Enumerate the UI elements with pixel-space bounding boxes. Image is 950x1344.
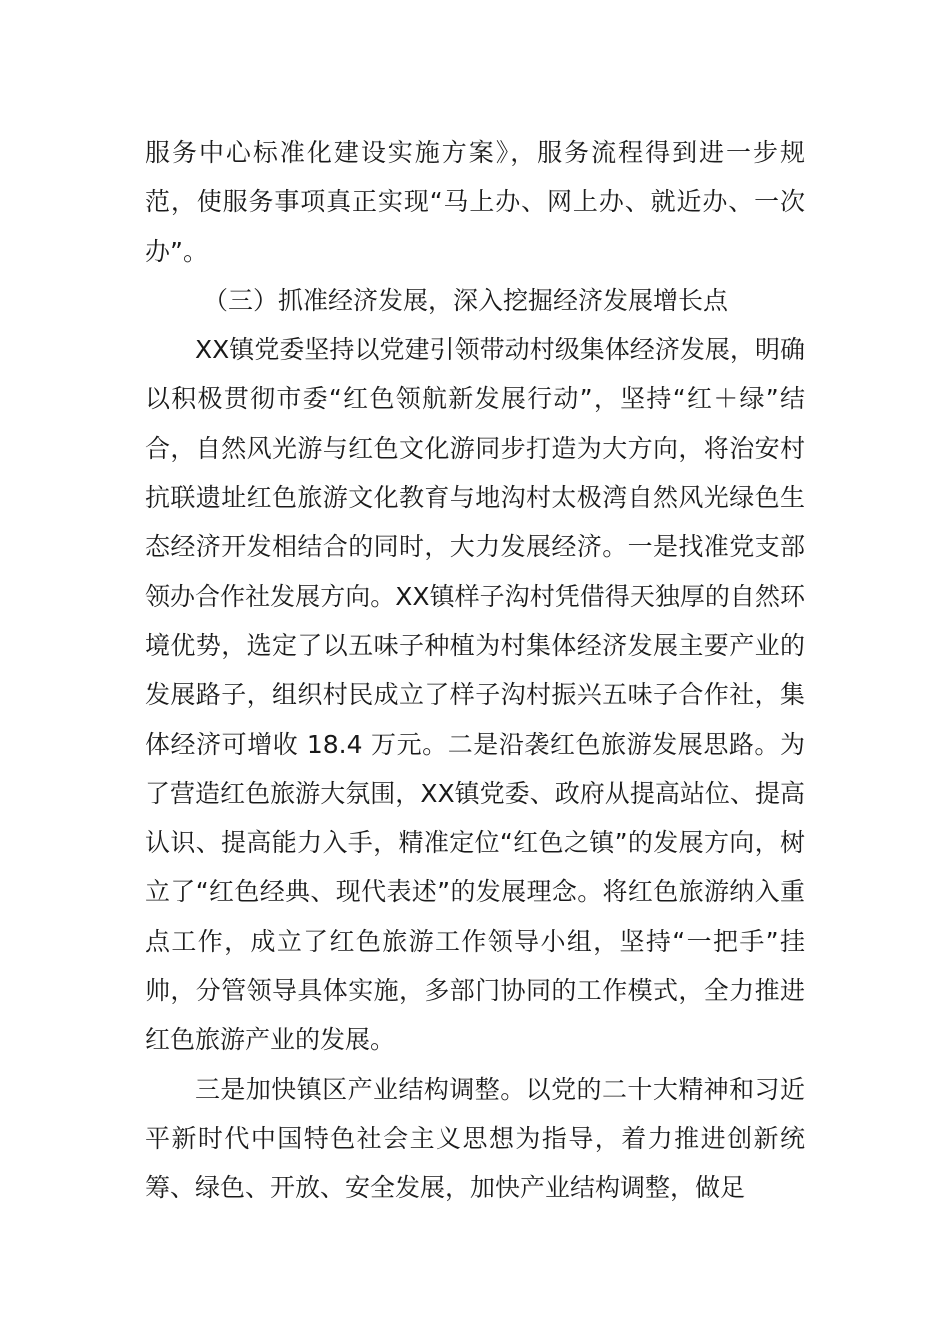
- paragraph-body-2: 三是加快镇区产业结构调整。以党的二十大精神和习近平新时代中国特色社会主义思想为指导，着力推进创新统筹、绿色、开放、安全发展，加快产业结构调整，做足: [145, 1074, 805, 1203]
- paragraph-body-1: XX镇党委坚持以党建引领带动村级集体经济发展，明确以积极贯彻市委“红色领航新发展行动”，坚持“红＋绿”结合，自然风光游与红色文化游同步打造为大方向，将治安村抗联遗址红色旅游文化教育与地沟村太极湾自然风光绿色生态经济开发相结合的同时，大力发展经济。一是找准党支部领办合作社发展方向。XX镇样子沟村凭借得天独厚的自然环境优势，选定了以五味子种植为村集体经济发展主要产业的发展路子，组织村民成立了样子沟村振兴五味子合作社，集体经济可增收 18.4 万元。二是沿袭红色旅游发展思路。为了营造红色旅游大氛围，XX镇党委、政府从提高站位、提高认识、提高能力入手，精准定位“红色之镇”的发展方向，树立了“红色经典、现代表述”的发展理念。将红色旅游纳入重点工作，成立了红色旅游工作领导小组，坚持“一把手”挂帅，分管领导具体实施，多部门协同的工作模式，全力推进红色旅游产业的发展。: [145, 335, 805, 1055]
- paragraph-continuation: 服务中心标准化建设实施方案》，服务流程得到进一步规范，使服务事项真正实现“马上办、网上办、就近办、一次办”。: [145, 138, 805, 266]
- document-body: [145, 128, 805, 1213]
- section-heading: （三）抓准经济发展，深入挖掘经济发展增长点: [203, 285, 729, 315]
